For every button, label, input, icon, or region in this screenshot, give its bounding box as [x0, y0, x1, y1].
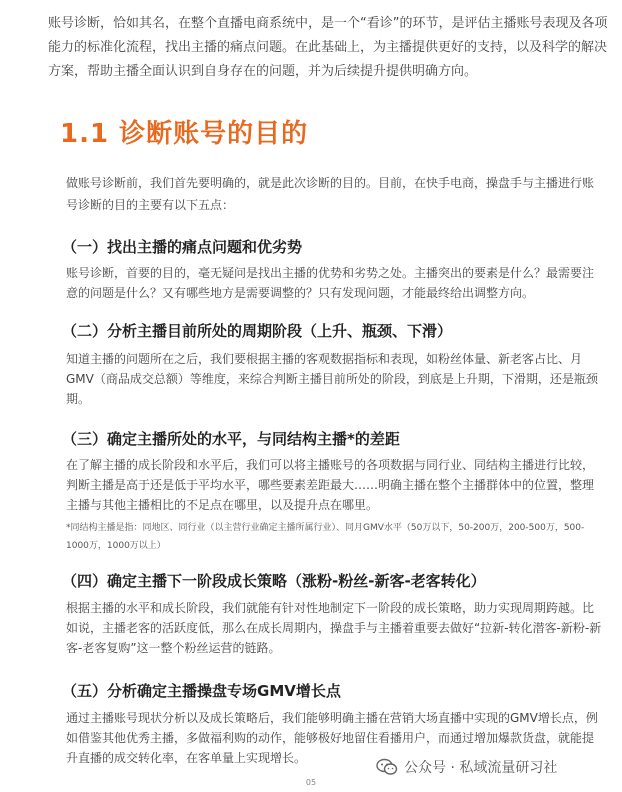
subsection-3-body: 在了解主播的成长阶段和水平后，我们可以将主播账号的各项数据与同行业、同结构主播进行比较，判断主播是高于还是低于平均水平，哪些要素差距最大……明确主播在整个主播群体中的位置，整理主播与其他主播相比的不足点在哪里，以及提升点在哪里。	[66, 458, 595, 512]
subsection-4-title: （四）确定主播下一阶段成长策略（涨粉-粉丝-新客-老客转化）	[62, 572, 486, 590]
lead-paragraph: 做账号诊断前，我们首先要明确的，就是此次诊断的目的。目前，在快手电商，操盘手与主播进行账号诊断的目的主要有以下五点：	[66, 176, 595, 212]
page-number: 05	[305, 778, 317, 787]
subsection-2-body: 知道主播的问题所在之后，我们要根据主播的客观数据指标和表现，如粉丝体量、新老客占比、月GMV（商品成交总额）等维度，来综合判断主播目前所处的阶段，到底是上升期，下滑期，还是瓶颈期。	[66, 352, 598, 406]
watermark-text: 公众号 · 私域流量研习社	[404, 760, 558, 776]
subsection-3-title: （三）确定主播所处的水平，与同结构主播*的差距	[62, 430, 400, 448]
subsection-1-body: 账号诊断，首要的目的，毫无疑问是找出主播的优势和劣势之处。主播突出的要素是什么？最需要注意的问题是什么？又有哪些地方是需要调整的？只有发现问题，才能最终给出调整方向。	[66, 266, 595, 300]
wechat-icon	[376, 758, 398, 776]
subsection-1-title: （一）找出主播的痛点问题和优劣势	[62, 238, 303, 256]
section-heading: 1.1 诊断账号的目的	[60, 119, 309, 149]
subsection-3-footnote: *同结构主播是指：同地区、同行业（以主营行业确定主播所属行业）、同月GMV水平（50万以下，50-200万，200-500万，500-1000万，1000万以上）	[66, 523, 585, 551]
watermark	[376, 754, 557, 780]
subsection-2-title: （二）分析主播目前所处的周期阶段（上升、瓶颈、下滑）	[62, 322, 453, 340]
subsection-5-body: 通过主播账号现状分析以及成长策略后，我们能够明确主播在营销大场直播中实现的GMV增长点，例如借鉴其他优秀主播，多做福利购的动作，能够极好地留住看播用户，而通过增加爆款货盘，就能提升直播的成交转化率，在客单量上实现增长。	[66, 711, 598, 765]
intro-paragraph: 账号诊断，恰如其名，在整个直播电商系统中，是一个“看诊”的环节，是评估主播账号表现及各项能力的标准化流程，找出主播的痛点问题。在此基础上，为主播提供更好的支持，以及科学的解决方案，帮助主播全面认识到自身存在的问题，并为后续提升提供明确方向。	[48, 16, 608, 79]
subsection-4-body: 根据主播的水平和成长阶段，我们就能有针对性地制定下一阶段的成长策略，助力实现周期跨越。比如说，主播老客的活跃度低，那么在成长周期内，操盘手与主播着重要去做好“拉新-转化潜客-新粉-新客-老客复购”这一整个粉丝运营的链路。	[66, 601, 602, 655]
subsection-5-title: （五）分析确定主播操盘专场GMV增长点	[62, 682, 341, 700]
